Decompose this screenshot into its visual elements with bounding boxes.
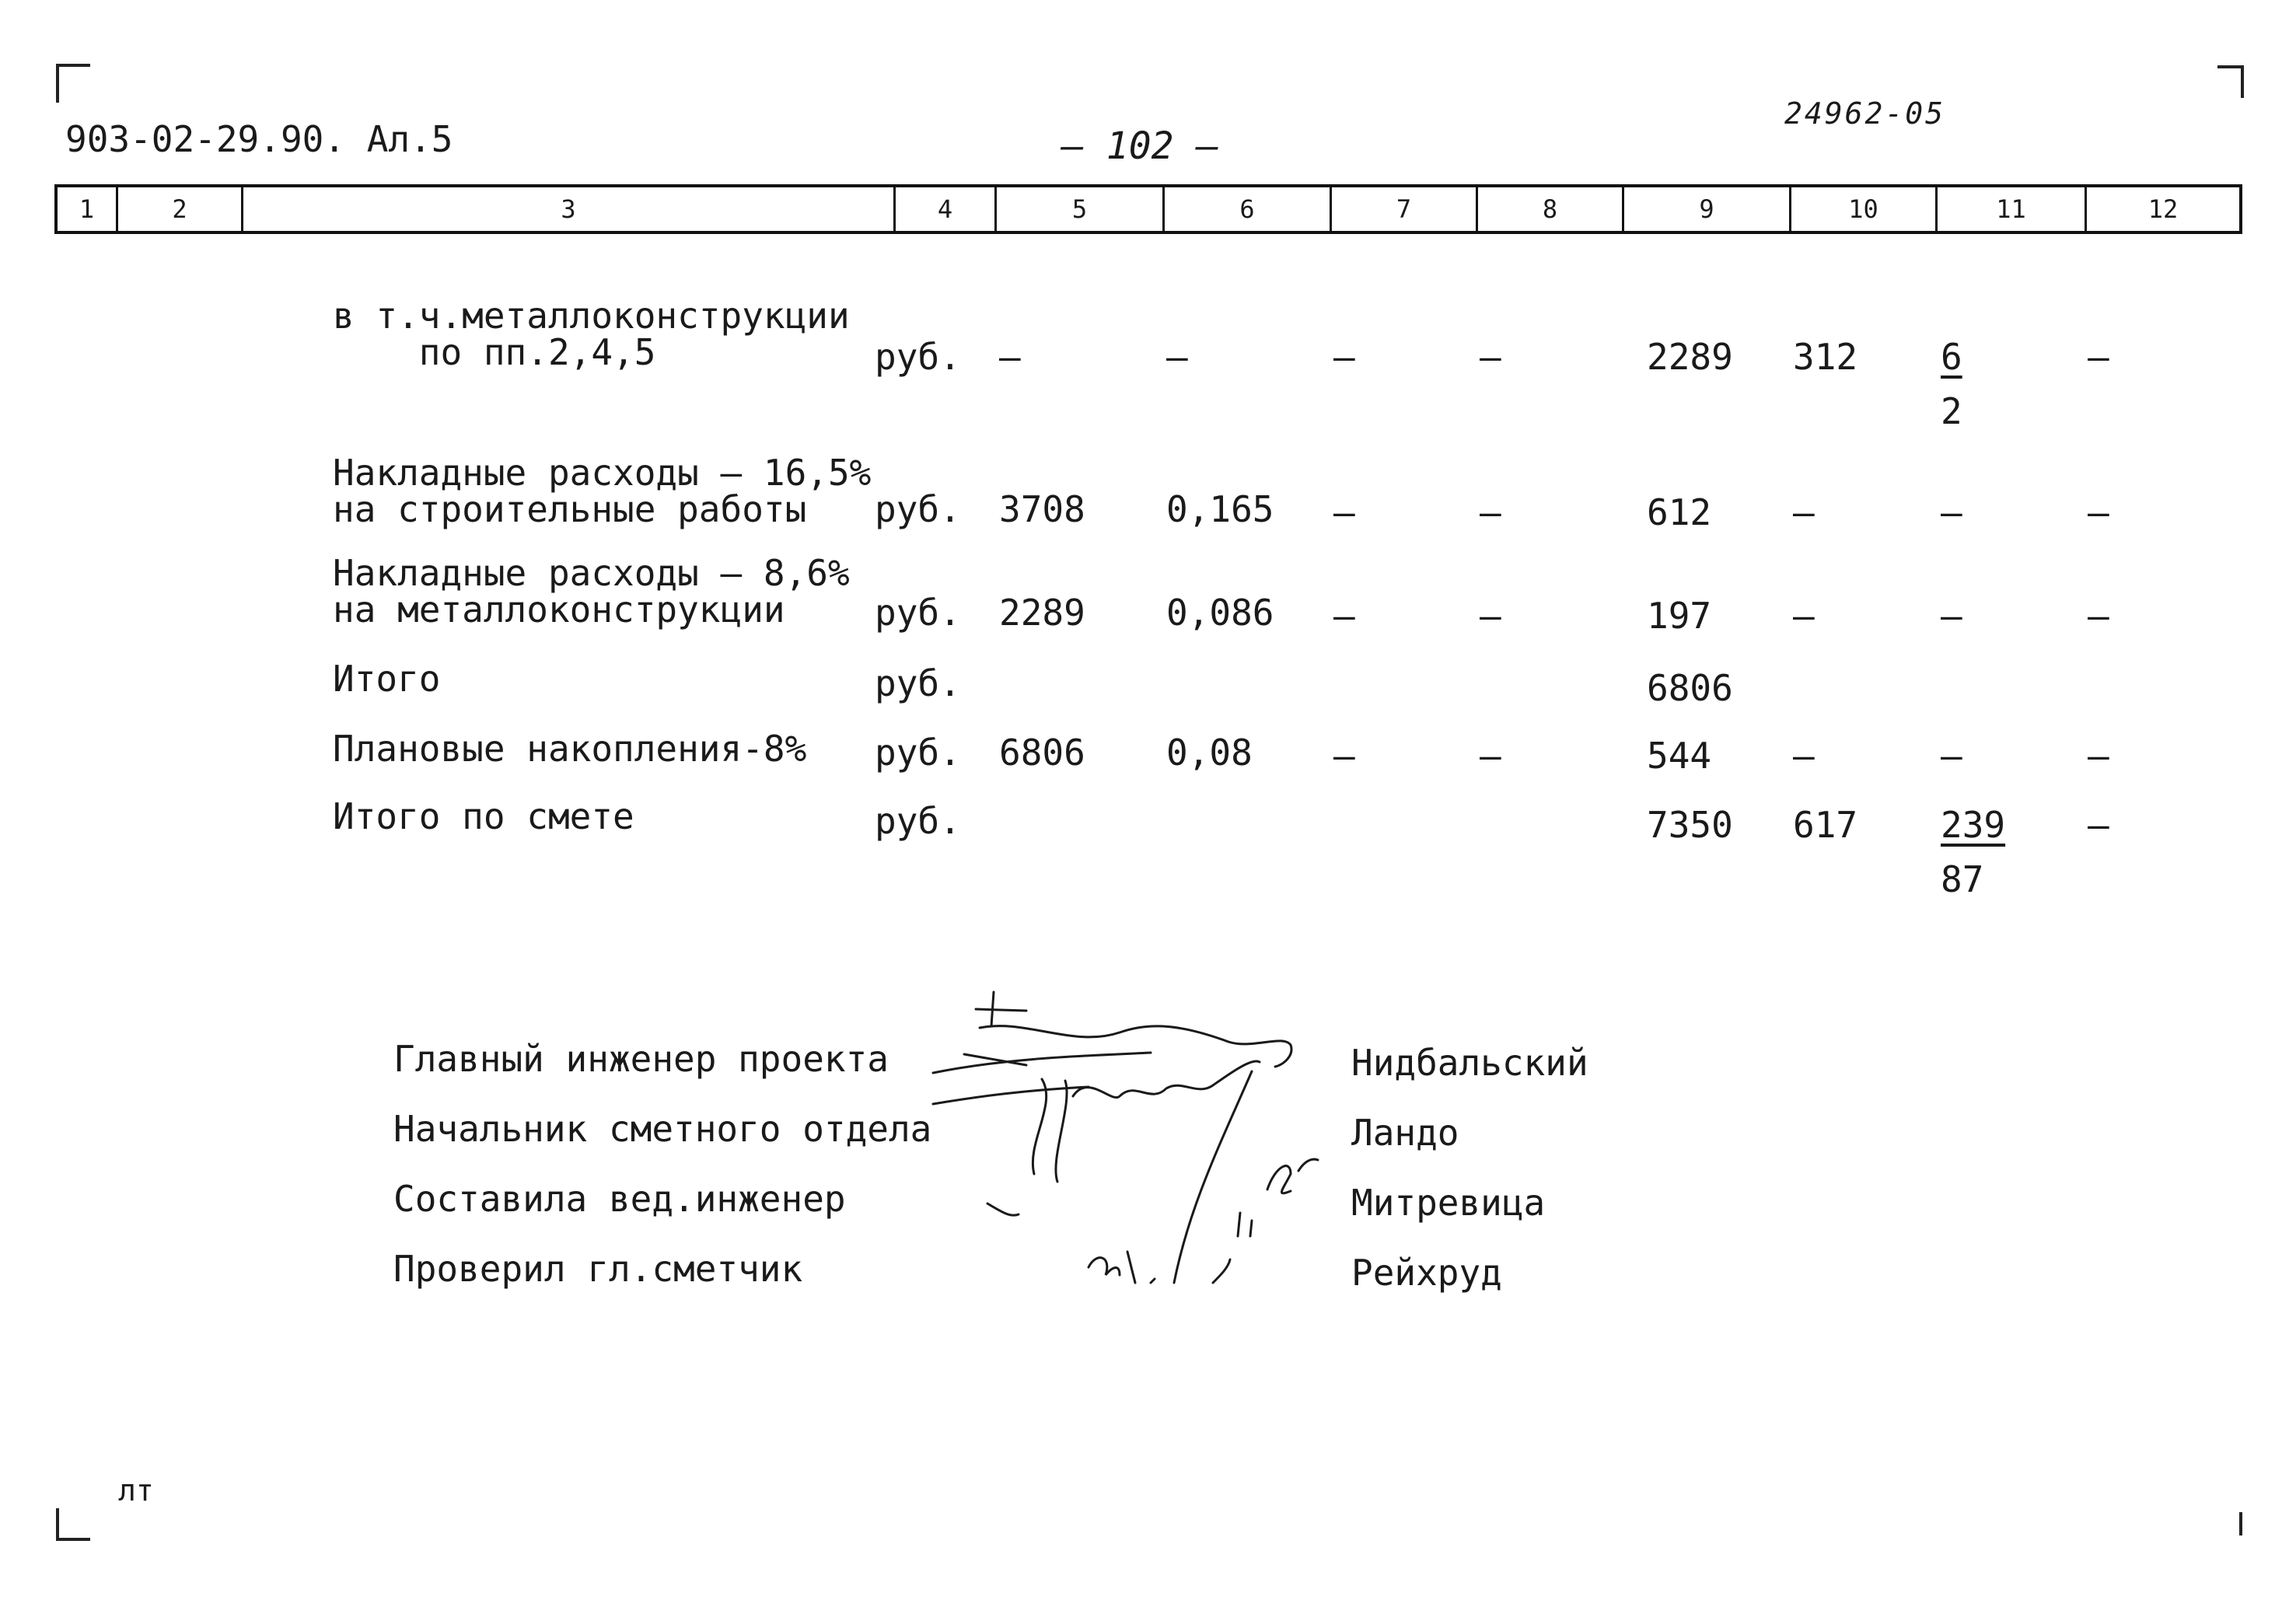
row-label: в т.ч.металлоконструкции xyxy=(333,295,850,337)
cell-value: – xyxy=(1941,735,1962,777)
cell-value: – xyxy=(1793,491,1815,533)
unit: руб. xyxy=(875,732,961,774)
corner-mark-bottom-left xyxy=(56,1508,90,1541)
column-header-row xyxy=(54,184,2242,234)
cell-value: – xyxy=(1333,336,1355,378)
cell-value: – xyxy=(2088,491,2109,533)
cell-value: 0,08 xyxy=(1166,732,1253,774)
unit: руб. xyxy=(875,488,961,530)
cell-value: 197 xyxy=(1647,595,1712,637)
signature-role: Главный инженер проекта xyxy=(393,1038,889,1080)
unit: руб. xyxy=(875,592,961,634)
row-label: по пп.2,4,5 xyxy=(333,331,656,373)
cell-value: – xyxy=(1793,595,1815,637)
cell-value: – xyxy=(1941,491,1962,533)
column-header: 6 xyxy=(1165,187,1332,231)
archive-number: 24962-05 xyxy=(1784,96,1946,131)
cell-value: 0,086 xyxy=(1166,592,1274,634)
column-header: 1 xyxy=(58,187,118,231)
cell-value: 0,165 xyxy=(1166,488,1274,530)
cell-value: – xyxy=(1166,336,1188,378)
row-label: Итого xyxy=(333,658,441,700)
column-header: 9 xyxy=(1624,187,1791,231)
corner-mark-bottom-right xyxy=(2233,1512,2242,1535)
column-header: 10 xyxy=(1791,187,1938,231)
signature-name: Митревица xyxy=(1351,1182,1546,1224)
signature-name: Нидбальский xyxy=(1351,1042,1588,1084)
cell-value: – xyxy=(1480,336,1501,378)
cell-value: – xyxy=(2088,595,2109,637)
column-header: 11 xyxy=(1938,187,2087,231)
cell-fraction-top: 6 xyxy=(1941,336,1962,378)
cell-value: – xyxy=(2088,804,2109,846)
unit: руб. xyxy=(875,662,961,704)
row-label: Итого по смете xyxy=(333,795,634,837)
row-label: Накладные расходы – 16,5% xyxy=(333,452,872,494)
signature-name: Рейхруд xyxy=(1351,1252,1502,1294)
cell-value: – xyxy=(1480,491,1501,533)
column-header: 8 xyxy=(1478,187,1624,231)
column-header: 2 xyxy=(118,187,243,231)
page-number: — 102 — xyxy=(1061,124,1219,168)
cell-fraction-bottom: 2 xyxy=(1941,390,1962,432)
cell-fraction-top: 239 xyxy=(1941,804,2006,846)
column-header: 7 xyxy=(1332,187,1478,231)
signature-role: Начальник сметного отдела xyxy=(393,1108,932,1150)
corner-mark-top-right xyxy=(2217,65,2244,98)
cell-value: – xyxy=(1333,735,1355,777)
cell-fraction-bottom: 87 xyxy=(1941,858,1984,900)
cell-value: 612 xyxy=(1647,491,1712,533)
cell-value: 544 xyxy=(1647,735,1712,777)
cell-value: – xyxy=(999,336,1021,378)
cell-value: 6806 xyxy=(999,732,1085,774)
cell-value: 617 xyxy=(1793,804,1858,846)
cell-value: – xyxy=(1941,595,1962,637)
cell-value: 312 xyxy=(1793,336,1858,378)
cell-value: 2289 xyxy=(999,592,1085,634)
cell-value: – xyxy=(1793,735,1815,777)
footer-mark: лт xyxy=(118,1473,154,1507)
cell-value: 3708 xyxy=(999,488,1085,530)
column-header: 3 xyxy=(243,187,896,231)
column-header: 4 xyxy=(896,187,997,231)
cell-value: 7350 xyxy=(1647,804,1733,846)
signature-role: Проверил гл.сметчик xyxy=(393,1248,803,1290)
column-header: 12 xyxy=(2147,194,2179,224)
row-label: на металлоконструкции xyxy=(333,589,785,631)
cell-value: – xyxy=(1480,735,1501,777)
cell-value: – xyxy=(1480,595,1501,637)
corner-mark-top-left xyxy=(56,64,90,103)
signature-name: Ландо xyxy=(1351,1112,1459,1154)
document-code: 903-02-29.90. Ал.5 xyxy=(65,118,453,160)
handwritten-signatures xyxy=(886,987,1322,1314)
column-header: 5 xyxy=(997,187,1165,231)
row-label: на строительные работы xyxy=(333,488,807,530)
cell-value: 6806 xyxy=(1647,667,1733,709)
signature-role: Составила вед.инженер xyxy=(393,1178,846,1220)
cell-value: – xyxy=(2088,336,2109,378)
cell-value: – xyxy=(2088,735,2109,777)
cell-value: – xyxy=(1333,595,1355,637)
cell-value: – xyxy=(1333,491,1355,533)
unit: руб. xyxy=(875,336,961,378)
cell-value: 2289 xyxy=(1647,336,1733,378)
row-label: Плановые накопления-8% xyxy=(333,728,807,770)
row-label: Накладные расходы – 8,6% xyxy=(333,552,850,594)
unit: руб. xyxy=(875,800,961,842)
